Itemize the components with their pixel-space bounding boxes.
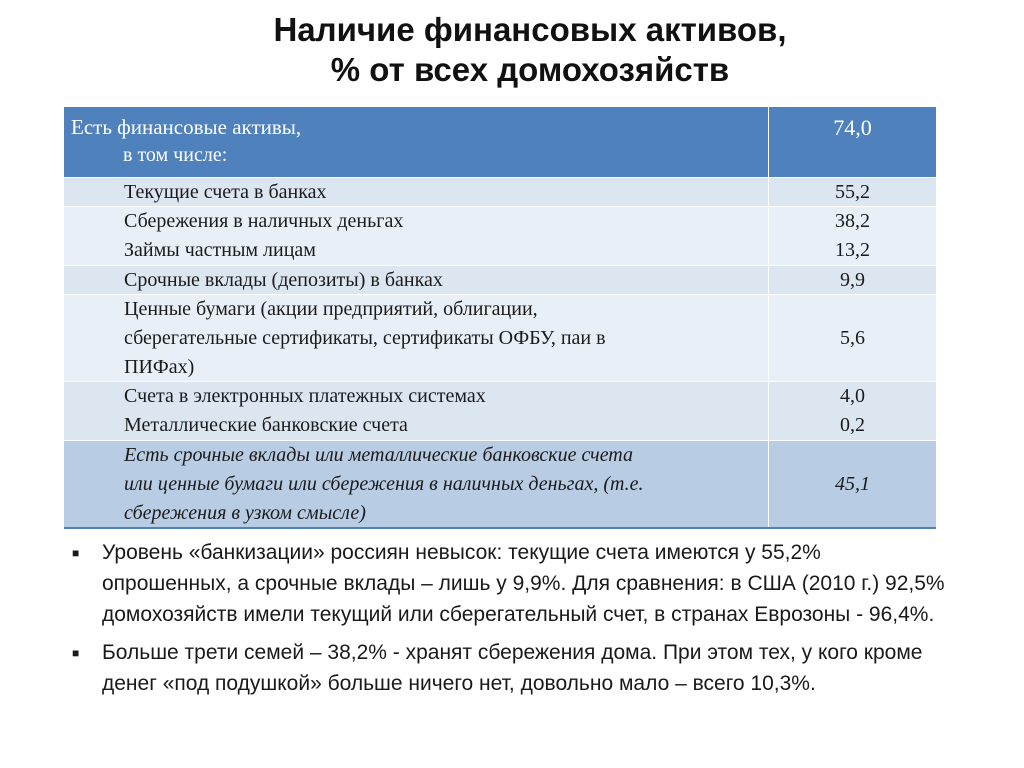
assets-table [64, 107, 936, 529]
row-value [768, 207, 936, 265]
table-row [64, 177, 936, 206]
table-row [64, 381, 936, 440]
footer-label-text: сбережения в узком смысле) [124, 501, 366, 524]
header-label-main: Есть финансовые активы, [71, 115, 302, 139]
row-value-text: 13,2 [835, 239, 870, 261]
bullet-text: Уровень «банкизации» россиян невысок: текущие счета имеются у 55,2% опрошенных, а срочные вклады – лишь у 9,9%. Для сравнения: в США (2010 г.) 92,5% домохозяйств имели текущий или сберегательный счет, в странах Еврозоны - 96,4%. [102, 541, 945, 626]
page-title [0, 10, 1024, 90]
footer-label-text: Есть срочные вклады или металлические банковские счета [124, 443, 633, 466]
row-label-text: Ценные бумаги (акции предприятий, облигации, [124, 297, 538, 320]
row-value [768, 295, 936, 381]
row-value [768, 266, 936, 294]
table-header-row [64, 107, 936, 177]
bullet-item [72, 537, 952, 630]
row-value-text: 4,0 [840, 385, 865, 407]
row-label-text: Счета в электронных платежных системах [124, 385, 486, 407]
row-value-text: 55,2 [835, 180, 870, 203]
row-label [64, 178, 768, 206]
row-label-text: сберегательные сертификаты, сертификаты ОФБУ, паи в [124, 326, 606, 349]
table-row [64, 294, 936, 381]
footer-value-text: 45,1 [835, 472, 870, 495]
row-label-text: Займы частным лицам [124, 239, 316, 261]
row-value-text: 5,6 [840, 326, 865, 349]
title-line-2: % от всех домохозяйств [330, 51, 730, 88]
title-line-1: Наличие финансовых активов, [273, 11, 787, 48]
bullet-item [72, 637, 952, 699]
row-label [64, 207, 768, 265]
row-value-text: 0,2 [840, 414, 865, 436]
row-label-text: Текущие счета в банках [124, 180, 327, 203]
row-label-text: Металлические банковские счета [124, 414, 408, 436]
bullet-text: Больше трети семей – 38,2% - хранят сбережения дома. При этом тех, у кого кроме денег «под подушкой» больше ничего нет, довольно мало – всего 10,3%. [102, 641, 923, 695]
footer-label [64, 441, 768, 527]
table-row [64, 206, 936, 265]
bullet-list [72, 537, 952, 706]
header-value [768, 107, 936, 177]
header-label [64, 107, 768, 177]
footer-value [768, 441, 936, 527]
row-value-text: 9,9 [840, 268, 865, 291]
row-label-text: ПИФах) [124, 355, 195, 378]
bullet-square-icon: ■ [72, 646, 80, 660]
row-label [64, 382, 768, 440]
table-footer-row [64, 440, 936, 529]
row-value [768, 178, 936, 206]
row-label [64, 266, 768, 294]
footer-label-text: или ценные бумаги или сбережения в наличных деньгах, (т.е. [124, 472, 644, 495]
row-value-text: 38,2 [835, 210, 870, 232]
row-label-text: Срочные вклады (депозиты) в банках [124, 268, 443, 291]
header-value-text: 74,0 [833, 115, 872, 140]
row-value [768, 382, 936, 440]
bullet-square-icon: ■ [72, 546, 80, 560]
row-label [64, 295, 768, 381]
table-row [64, 265, 936, 294]
header-label-sub: в том числе: [123, 144, 228, 166]
row-label-text: Сбережения в наличных деньгах [124, 210, 404, 232]
